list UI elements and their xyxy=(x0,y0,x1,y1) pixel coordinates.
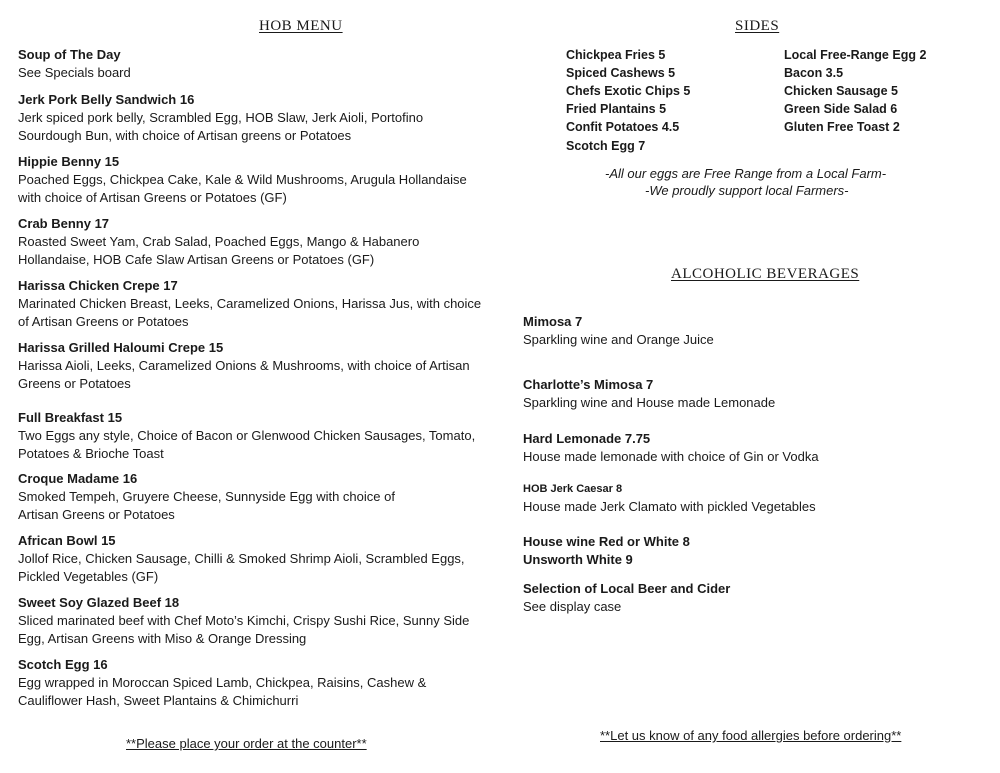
menu-item xyxy=(18,91,488,145)
menu-item-desc: Sliced marinated beef with Chef Moto’s Kimchi, Crispy Sushi Rice, Sunny Side Egg, Artisan Greens with Miso & Orange Dressing xyxy=(18,613,470,646)
menu-item-title: Full Breakfast 15 xyxy=(18,410,123,425)
menu-item-title: Jerk Pork Belly Sandwich 16 xyxy=(18,92,195,107)
menu-item-desc: Egg wrapped in Moroccan Spiced Lamb, Chickpea, Raisins, Cashew & Cauliflower Hash, Sweet Plantains & Chimichurri xyxy=(18,675,427,708)
side-item: Gluten Free Toast 2 xyxy=(784,120,900,134)
menu-item-title: Hippie Benny 15 xyxy=(18,154,120,169)
eggs-note: -All our eggs are Free Range from a Local Farm- xyxy=(605,166,887,181)
menu-item xyxy=(18,277,488,331)
menu-item-desc: Roasted Sweet Yam, Crab Salad, Poached Eggs, Mango & Habanero Hollandaise, HOB Cafe Slaw Artisan Greens or Potatoes (GF) xyxy=(18,234,420,267)
beverage-item xyxy=(523,376,963,412)
beverage-title: Unsworth White 9 xyxy=(523,552,633,567)
side-item: Local Free-Range Egg 2 xyxy=(784,48,927,62)
menu-item-desc: Harissa Aioli, Leeks, Caramelized Onions & Mushrooms, with choice of Artisan Greens or Potatoes xyxy=(18,358,470,391)
beverage-item xyxy=(523,533,963,569)
menu-item xyxy=(18,532,488,586)
beverage-item xyxy=(523,580,963,616)
menu-item xyxy=(18,656,488,710)
menu-item-title: African Bowl 15 xyxy=(18,533,116,548)
beverage-item xyxy=(523,430,963,466)
side-item: Chicken Sausage 5 xyxy=(784,84,898,98)
menu-item-title: Soup of The Day xyxy=(18,47,121,62)
beverage-desc: See display case xyxy=(523,599,622,614)
menu-item-title: Croque Madame 16 xyxy=(18,471,138,486)
menu-item-title: Harissa Chicken Crepe 17 xyxy=(18,278,178,293)
beverage-title: Charlotte’s Mimosa 7 xyxy=(523,377,654,392)
beverage-title: Selection of Local Beer and Cider xyxy=(523,581,731,596)
menu-item xyxy=(18,594,488,648)
farmers-note: -We proudly support local Farmers- xyxy=(645,183,849,198)
menu-item-title: Crab Benny 17 xyxy=(18,216,110,231)
beverage-title: Hard Lemonade 7.75 xyxy=(523,431,651,446)
beverage-desc: Sparkling wine and Orange Juice xyxy=(523,332,714,347)
beverage-title: Mimosa 7 xyxy=(523,314,583,329)
order-note: **Please place your order at the counter** xyxy=(126,736,367,751)
menu-item-desc: Jerk spiced pork belly, Scrambled Egg, HOB Slaw, Jerk Aioli, Portofino Sourdough Bun, with choice of Artisan greens or Potatoes xyxy=(18,110,424,143)
menu-item-title: Harissa Grilled Haloumi Crepe 15 xyxy=(18,340,224,355)
side-item: Scotch Egg 7 xyxy=(566,139,646,153)
allergy-note: **Let us know of any food allergies before ordering** xyxy=(600,728,902,743)
menu-item-desc: Marinated Chicken Breast, Leeks, Caramelized Onions, Harissa Jus, with choice of Artisan Greens or Potatoes xyxy=(18,296,482,329)
beverage-item xyxy=(523,313,963,349)
menu-item xyxy=(18,409,488,463)
menu-item-desc: Smoked Tempeh, Gruyere Cheese, Sunnyside Egg with choice of Artisan Greens or Potatoes xyxy=(18,489,395,522)
menu-item-desc: Jollof Rice, Chicken Sausage, Chilli & Smoked Shrimp Aioli, Scrambled Eggs, Pickled Vegetables (GF) xyxy=(18,551,465,584)
beverage-desc: House made Jerk Clamato with pickled Vegetables xyxy=(523,499,816,514)
menu-item xyxy=(18,153,488,207)
beverage-title: House wine Red or White 8 xyxy=(523,534,690,549)
side-item: Chickpea Fries 5 xyxy=(566,48,666,62)
menu-item xyxy=(18,470,488,524)
beverage-desc: Sparkling wine and House made Lemonade xyxy=(523,395,776,410)
side-item: Confit Potatoes 4.5 xyxy=(566,120,680,134)
beverage-desc: House made lemonade with choice of Gin or Vodka xyxy=(523,449,819,464)
menu-item-title: Scotch Egg 16 xyxy=(18,657,108,672)
menu-item-desc: See Specials board xyxy=(18,65,131,80)
sides-heading: SIDES xyxy=(735,18,780,34)
side-item: Chefs Exotic Chips 5 xyxy=(566,84,691,98)
beverage-item xyxy=(523,480,963,516)
side-item: Bacon 3.5 xyxy=(784,66,844,80)
beverages-heading: ALCOHOLIC BEVERAGES xyxy=(671,266,860,282)
side-item: Spiced Cashews 5 xyxy=(566,66,676,80)
menu-item xyxy=(18,339,488,393)
side-item: Green Side Salad 6 xyxy=(784,102,898,116)
menu-item-desc: Two Eggs any style, Choice of Bacon or Glenwood Chicken Sausages, Tomato, Potatoes & Brioche Toast xyxy=(18,428,476,461)
beverage-title: HOB Jerk Caesar 8 xyxy=(523,483,623,495)
side-item: Fried Plantains 5 xyxy=(566,102,667,116)
menu-item-desc: Poached Eggs, Chickpea Cake, Kale & Wild Mushrooms, Arugula Hollandaise with choice of Artisan Greens or Potatoes (GF) xyxy=(18,172,467,205)
menu-item-title: Sweet Soy Glazed Beef 18 xyxy=(18,595,180,610)
menu-heading: HOB MENU xyxy=(259,18,343,34)
menu-item xyxy=(18,46,488,82)
menu-item xyxy=(18,215,488,269)
